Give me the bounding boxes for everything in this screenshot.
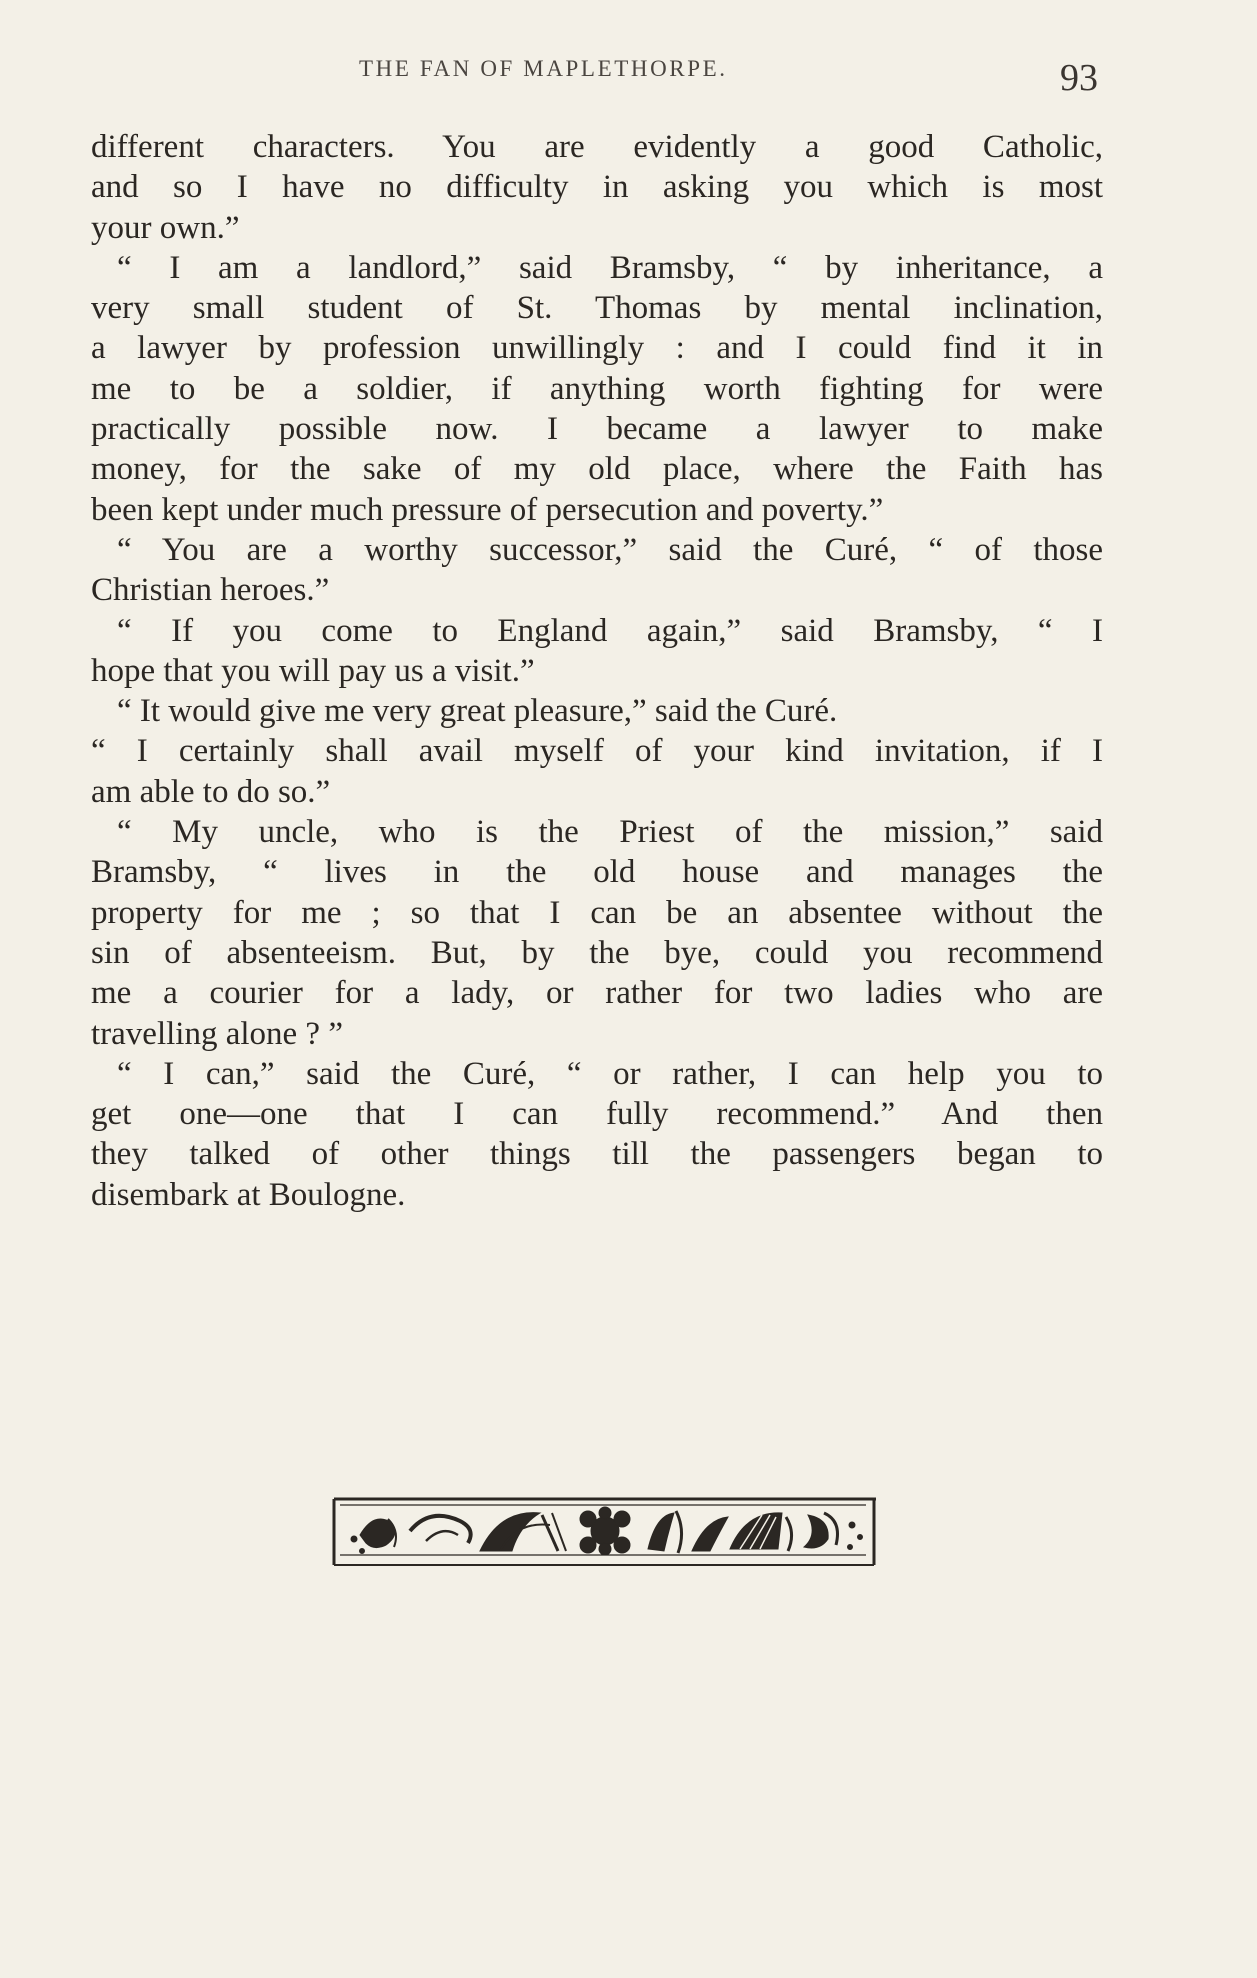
text-line: they talked of other things till the passengers began to xyxy=(91,1136,1103,1173)
text-line: get one—one that I can fully recommend.” And then xyxy=(91,1096,1103,1133)
text-line: “ I certainly shall avail myself of your kind invitation, if I xyxy=(91,733,1103,770)
text-line: “ I can,” said the Curé, “ or rather, I can help you to xyxy=(117,1055,1103,1092)
text-line: “ My uncle, who is the Priest of the mission,” said xyxy=(117,814,1103,851)
page-number: 93 xyxy=(1060,57,1098,99)
text-line: me to be a soldier, if anything worth fighting for were xyxy=(91,370,1103,407)
running-title: THE FAN OF MAPLETHORPE. xyxy=(359,56,728,81)
text-line: Bramsby, “ lives in the old house and manages the xyxy=(91,854,1103,891)
text-line: practically possible now. I became a lawyer to make xyxy=(91,411,1103,448)
text-line: sin of absenteeism. But, by the bye, could you recommend xyxy=(91,934,1103,971)
floral-tailpiece-icon xyxy=(330,1495,876,1567)
text-line: hope that you will pay us a visit.” xyxy=(91,652,535,689)
text-line: been kept under much pressure of persecution and poverty.” xyxy=(91,491,884,528)
text-line: a lawyer by profession unwillingly : and I could find it in xyxy=(91,330,1103,367)
text-line: property for me ; so that I can be an absentee without the xyxy=(91,894,1103,931)
text-line: different characters. You are evidently a good Catholic, xyxy=(91,129,1103,165)
text-line: “ It would give me very great pleasure,” said the Curé. xyxy=(117,693,838,730)
text-line: money, for the sake of my old place, where the Faith has xyxy=(91,451,1103,488)
text-line: “ If you come to England again,” said Bramsby, “ I xyxy=(117,612,1103,649)
text-line: disembark at Boulogne. xyxy=(91,1176,406,1213)
text-line: and so I have no difficulty in asking you which is most xyxy=(91,169,1103,206)
text-line: travelling alone ? ” xyxy=(91,1015,343,1052)
text-line: am able to do so.” xyxy=(91,773,331,810)
text-line: very small student of St. Thomas by mental inclination, xyxy=(91,290,1103,327)
text-line: “ I am a landlord,” said Bramsby, “ by inheritance, a xyxy=(117,249,1103,286)
body-text xyxy=(91,127,1103,1215)
text-line: your own.” xyxy=(91,209,240,246)
text-line: me a courier for a lady, or rather for two ladies who are xyxy=(91,975,1103,1012)
text-line: Christian heroes.” xyxy=(91,572,330,609)
text-line: “ You are a worthy successor,” said the Curé, “ of those xyxy=(117,531,1103,568)
